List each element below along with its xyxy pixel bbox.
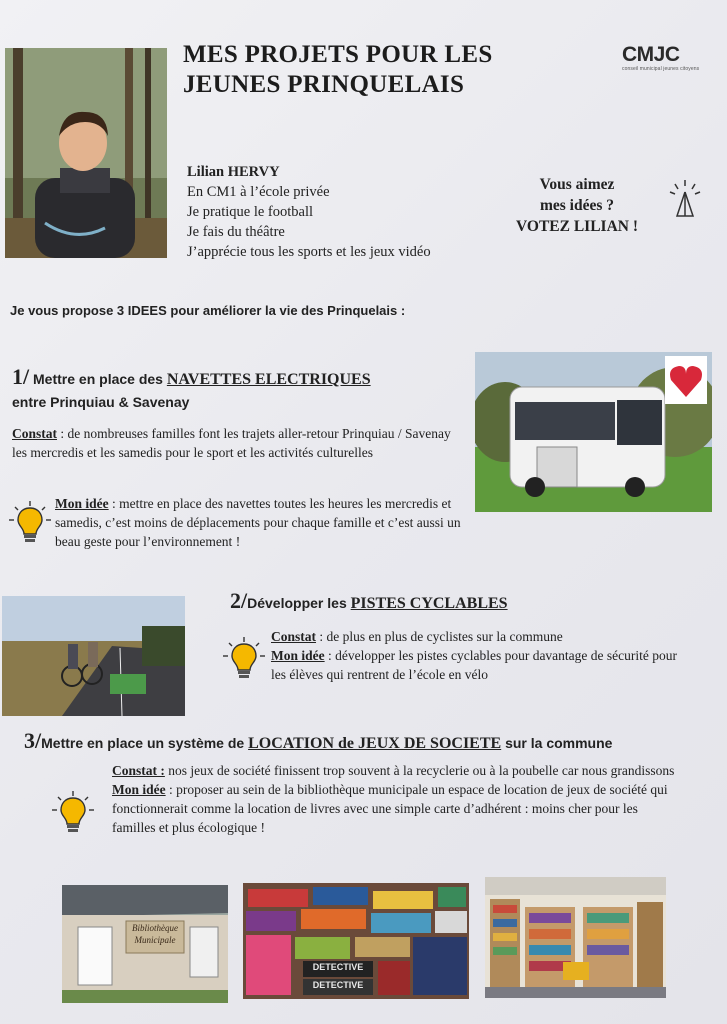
intro-text: Je vous propose 3 IDEES pour améliorer la vie des Prinquelais :	[10, 303, 406, 318]
idea-2-text	[271, 627, 691, 684]
idea-1-title: 1/ Mettre en place des NAVETTES ELECTRIQUES	[12, 364, 371, 389]
library-sign: Bibliothèque Municipale	[132, 923, 178, 945]
idea-2-keyword: PISTES CYCLABLES	[350, 595, 508, 612]
bike-path-photo	[2, 596, 185, 716]
bio-line: J’apprécie tous les sports et les jeux vidéo	[187, 244, 431, 260]
idea-1-subtitle: entre Prinquiau & Savenay	[12, 394, 190, 410]
logo-subtext: conseil municipal jeunes citoyens	[622, 66, 700, 72]
idea-2-title: 2/Développer les PISTES CYCLABLES	[230, 588, 508, 613]
idea-2-constat: Constat : de plus en plus de cyclistes sur la commune	[271, 629, 563, 644]
cmjc-logo	[622, 44, 706, 72]
idea-3-idee: Mon idée : proposer au sein de la bibliothèque municipale un espace de location de jeux de société qui fonctionnerait comme la location de livres avec une simple carte d’adhérent : moins cher pour les familles et plus écologique !	[112, 782, 668, 835]
bio-line: Je pratique le football	[187, 204, 314, 220]
praying-hands-icon	[667, 178, 703, 220]
library-building-photo	[62, 885, 228, 1003]
idea-1-keyword: NAVETTES ELECTRIQUES	[166, 371, 371, 388]
game-box-label: DETECTIVE	[312, 962, 364, 972]
idea-3-text	[112, 761, 677, 837]
library-interior-photo	[485, 877, 666, 998]
idea-1-idee: Mon idée : mettre en place des navettes toutes les heures les mercredis et samedis, c’est moins de déplacements pour chaque famille et c’est aussi un beau geste pour l’environnement !	[55, 496, 461, 549]
candidate-photo	[5, 48, 167, 258]
idea-3-constat: Constat : nos jeux de société finissent trop souvent à la recyclerie ou à la poubelle car nous grandissons	[112, 763, 675, 778]
lightbulb-icon	[51, 790, 95, 834]
board-games-photo	[243, 883, 469, 999]
idea-1-constat: Constat : de nombreuses familles font les trajets aller-retour Prinquiau / Savenay les mercredis et les samedis pour le sport et les activités culturelles	[12, 426, 451, 460]
idea-3-keyword: LOCATION de JEUX DE SOCIETE	[248, 735, 502, 752]
game-box-label: DETECTIVE	[312, 980, 364, 990]
bio-line: En CM1 à l’école privée	[187, 184, 330, 200]
logo-text: CMJC	[622, 43, 680, 66]
bio-line: Je fais du théâtre	[187, 224, 285, 240]
vote-callout: Vous aimez mes idées ? VOTEZ LILIAN !	[516, 176, 638, 235]
lightbulb-icon	[8, 500, 52, 544]
candidate-name: Lilian HERVY	[187, 164, 280, 180]
lightbulb-icon	[222, 636, 266, 680]
page-title: MES PROJETS POUR LES JEUNES PRINQUELAIS	[183, 41, 493, 98]
idea-3-title: 3/Mettre en place un système de LOCATION de JEUX DE SOCIETE sur la commune	[24, 728, 613, 753]
electric-shuttle-photo	[475, 352, 712, 512]
candidate-bio	[187, 162, 431, 262]
idea-2-idee: Mon idée : développer les pistes cyclables pour davantage de sécurité pour les élèves qui rentrent de l’école en vélo	[271, 648, 677, 682]
